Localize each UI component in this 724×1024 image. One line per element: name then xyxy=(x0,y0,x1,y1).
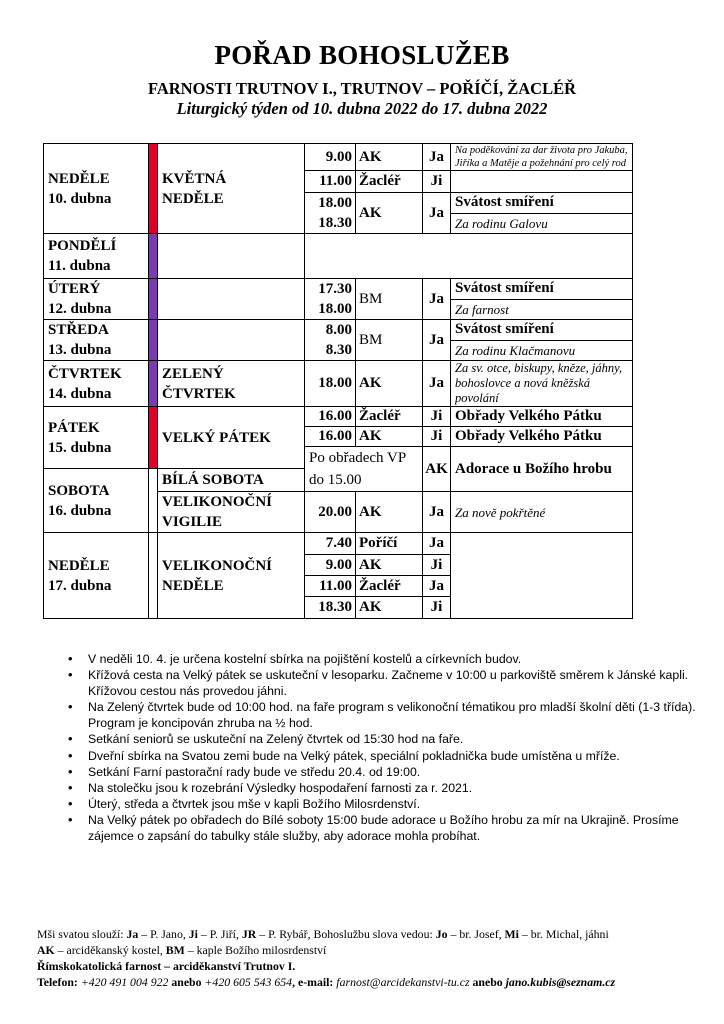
place-cell: AK xyxy=(423,447,451,492)
liturgical-color-bar xyxy=(149,234,158,279)
feast-cell xyxy=(158,361,305,407)
day-cell xyxy=(44,279,149,320)
list-item: • Na stolečku jsou k rozebrání Výsledky hospodaření farnosti za r. 2021. xyxy=(70,780,700,796)
intention-cell: Svátost smíření xyxy=(451,320,633,341)
place-cell: AK xyxy=(356,492,423,533)
day-name: ČTVRTEK xyxy=(48,365,122,382)
mass-intention-note: Za farnost xyxy=(451,299,633,320)
day-date: 14. dubna xyxy=(48,385,112,402)
footer-text: – kaple Božího milosrdenství xyxy=(184,943,327,957)
time-value: 18.30 xyxy=(318,215,352,231)
priest-cell: Ja xyxy=(423,576,451,597)
time-cell: 20.00 xyxy=(305,492,356,533)
day-name: SOBOTA xyxy=(48,482,110,499)
time-cell: 11.00 xyxy=(305,171,356,193)
place-cell: BM xyxy=(356,279,423,320)
list-item: • Dveřní sbírka na Svatou zemi bude na Velký pátek, speciální pokladnička bude umístěna u mříže. xyxy=(70,748,700,764)
mass-intention-note: Za nově pokřtěné xyxy=(451,492,633,533)
list-item: • V neděli 10. 4. je určena kostelní sbírka na pojištění kostelů a církevních budov. xyxy=(70,651,700,667)
feast-cell xyxy=(158,492,305,533)
footer-text: Mši svatou slouží: xyxy=(37,927,127,941)
day-name: PÁTEK xyxy=(48,419,100,436)
footer xyxy=(37,926,615,990)
time-value: 18.00 xyxy=(318,195,352,211)
place-cell: BM xyxy=(356,320,423,361)
day-date: 10. dubna xyxy=(48,190,112,207)
parish-subtitle: FARNOSTI TRUTNOV I., TRUTNOV – POŘÍČÍ, ŽACLÉŘ xyxy=(147,79,576,98)
footer-parish-name xyxy=(37,958,615,974)
footer-text: Římskokatolická farnost – arciděkanství Trutnov I. xyxy=(37,959,296,973)
footer-legend-places xyxy=(37,942,615,958)
feast-cell xyxy=(158,144,305,234)
table-row xyxy=(44,361,633,407)
time-cell xyxy=(305,320,356,361)
time-cell: 16.00 xyxy=(305,427,356,447)
day-date: 13. dubna xyxy=(48,342,112,358)
place-cell: AK xyxy=(356,597,423,619)
page-title: POŘAD BOHOSLUŽEB xyxy=(214,40,510,70)
intention-cell: Svátost smíření xyxy=(451,193,633,214)
place-cell: Žacléř xyxy=(356,407,423,427)
liturgical-color-bar xyxy=(149,533,158,619)
day-cell xyxy=(44,234,149,279)
mass-intention-note: Za rodinu Galovu xyxy=(451,213,633,234)
intention-cell: Adorace u Božího hrobu xyxy=(451,447,633,492)
place-cell: AK xyxy=(356,144,423,171)
feast-label: NEDĚLE xyxy=(162,190,224,207)
time-value: 8.30 xyxy=(325,342,352,358)
feast-cell xyxy=(158,407,305,469)
footer-text: Telefon: xyxy=(37,975,81,989)
list-item: • Na Zelený čtvrtek bude od 10:00 hod. na faře program s velikonoční tématikou pro mladší školní děti (1-3 třída). Program je koncipován zhruba na ½ hod. xyxy=(70,699,700,731)
place-cell: AK xyxy=(356,555,423,576)
intention-cell: Svátost smíření xyxy=(451,279,633,300)
feast-label: VELIKONOČNÍ xyxy=(162,494,273,510)
day-date: 11. dubna xyxy=(48,258,111,274)
footer-abbr: Mi xyxy=(504,927,519,941)
time-cell xyxy=(305,193,356,234)
mass-intention-note: Za rodinu Klačmanovu xyxy=(451,340,633,361)
day-cell xyxy=(44,361,149,407)
day-cell xyxy=(44,320,149,361)
footer-abbr: JR xyxy=(241,927,257,941)
list-item: • Setkání Farní pastorační rady bude ve středu 20.4. od 19:00. xyxy=(70,764,700,780)
email-address: farnost@arcidekanstvi-tu.cz xyxy=(336,975,470,989)
feast-cell: BÍLÁ SOBOTA xyxy=(158,469,305,492)
feast-label: VIGILIE xyxy=(162,514,223,530)
feast-label: VELIKONOČNÍ xyxy=(162,557,273,574)
time-cell: 18.00 xyxy=(305,361,356,407)
adoration-time-cell xyxy=(305,447,423,492)
liturgical-color-bar xyxy=(149,407,158,469)
day-cell xyxy=(44,144,149,234)
day-date: 17. dubna xyxy=(48,577,112,594)
list-item: • Úterý, středa a čtvrtek jsou mše v kapli Božího Milosrdenství. xyxy=(70,796,700,812)
time-cell: 16.00 xyxy=(305,407,356,427)
table-row xyxy=(44,144,633,171)
feast-label: VELKÝ PÁTEK xyxy=(162,429,271,446)
liturgical-color-bar xyxy=(149,279,158,320)
footer-text: – br. Josef, xyxy=(447,927,505,941)
time-cell xyxy=(305,279,356,320)
priest-cell: Ji xyxy=(423,407,451,427)
footer-abbr: BM xyxy=(165,943,185,957)
list-item: • Setkání seniorů se uskuteční na Zelený čtvrtek od 15:30 hod na faře. xyxy=(70,731,700,747)
place-cell: Žacléř xyxy=(356,171,423,193)
time-cell: 9.00 xyxy=(305,555,356,576)
priest-cell: Ja xyxy=(423,144,451,171)
footer-text: anebo xyxy=(469,975,506,989)
day-cell xyxy=(44,469,149,533)
empty-cell xyxy=(158,320,305,361)
liturgical-color-bar xyxy=(149,144,158,234)
mass-intention-note: Za sv. otce, biskupy, kněze, jáhny, bohoslovce a nová kněžská povolání xyxy=(451,361,633,407)
footer-abbr: Jo xyxy=(435,927,448,941)
priest-cell: Ja xyxy=(423,279,451,320)
priest-cell: Ji xyxy=(423,427,451,447)
table-row xyxy=(44,234,633,279)
place-cell: AK xyxy=(356,193,423,234)
table-row xyxy=(44,320,633,341)
email-address: jano.kubis@seznam.cz xyxy=(505,975,616,989)
priest-cell: Ji xyxy=(423,171,451,193)
footer-legend-priests xyxy=(37,926,615,942)
feast-label: NEDĚLE xyxy=(162,577,224,594)
footer-text: – P. Jano, xyxy=(138,927,189,941)
footer-abbr: Ja xyxy=(126,927,139,941)
priest-cell: Ja xyxy=(423,193,451,234)
phone-number: +420 605 543 654 xyxy=(204,975,293,989)
intention-cell: Obřady Velkého Pátku xyxy=(451,427,633,447)
footer-text: anebo xyxy=(168,975,205,989)
time-value: 17.30 xyxy=(318,281,352,297)
empty-cell xyxy=(158,279,305,320)
footer-text: – P. Rybář, Bohoslužbu slova vedou: xyxy=(256,927,436,941)
day-cell xyxy=(44,407,149,469)
place-cell: AK xyxy=(356,427,423,447)
priest-cell: Ja xyxy=(423,492,451,533)
day-name: NEDĚLE xyxy=(48,557,110,574)
day-cell xyxy=(44,533,149,619)
list-item: • Na Velký pátek po obřadech do Bílé soboty 15:00 bude adorace u Božího hrobu za mír na Ukrajině. Prosíme zájemce o zapsání do tabulky stále služby, aby adorace mohla probíhat. xyxy=(70,812,700,844)
place-cell: Poříčí xyxy=(356,533,423,555)
footer-text: – P. Jiří, xyxy=(197,927,242,941)
announcements-list xyxy=(70,651,700,844)
place-cell: Žacléř xyxy=(356,576,423,597)
time-value: do 15.00 xyxy=(309,472,362,488)
time-value: Po obřadech VP xyxy=(309,450,407,466)
footer-text: – arciděkanský kostel, xyxy=(54,943,166,957)
day-name: PONDĚLÍ xyxy=(48,238,117,254)
footer-abbr: Ji xyxy=(188,927,198,941)
time-cell: 7.40 xyxy=(305,533,356,555)
place-cell: AK xyxy=(356,361,423,407)
empty-cell xyxy=(158,234,305,279)
priest-cell: Ja xyxy=(423,533,451,555)
time-cell: 18.30 xyxy=(305,597,356,619)
table-row xyxy=(44,279,633,300)
schedule-table xyxy=(43,143,633,619)
table-row xyxy=(44,533,633,555)
table-row xyxy=(44,407,633,427)
time-value: 8.00 xyxy=(325,322,352,338)
time-value: 18.00 xyxy=(318,301,352,317)
liturgical-color-bar xyxy=(149,361,158,407)
priest-cell: Ja xyxy=(423,320,451,361)
feast-label: KVĚTNÁ xyxy=(162,170,227,187)
intention-cell: Obřady Velkého Pátku xyxy=(451,407,633,427)
feast-cell xyxy=(158,533,305,619)
liturgical-color-bar xyxy=(149,469,158,533)
day-name: ÚTERÝ xyxy=(48,281,101,297)
footer-abbr: AK xyxy=(37,943,55,957)
priest-cell: Ja xyxy=(423,361,451,407)
week-range: Liturgický týden od 10. dubna 2022 do 17. dubna 2022 xyxy=(176,99,548,118)
priest-cell: Ji xyxy=(423,597,451,619)
empty-cell xyxy=(451,171,633,193)
day-name: NEDĚLE xyxy=(48,170,110,187)
day-date: 12. dubna xyxy=(48,301,112,317)
list-item: • Křížová cesta na Velký pátek se uskuteční v lesoparku. Začneme v 10:00 u parkoviště směrem k Jánské kapli. Křížovou cestou nás provedou jáhni. xyxy=(70,667,700,699)
empty-cell xyxy=(451,533,633,619)
empty-cell xyxy=(305,234,633,279)
phone-number: +420 491 004 922 xyxy=(80,975,169,989)
footer-contacts xyxy=(37,974,615,990)
day-date: 16. dubna xyxy=(48,502,112,519)
feast-label: ČTVRTEK xyxy=(162,385,236,402)
footer-text: , e-mail: xyxy=(292,975,337,989)
day-name: STŘEDA xyxy=(48,322,109,338)
footer-text: – br. Michal, jáhni xyxy=(518,927,609,941)
priest-cell: Ji xyxy=(423,555,451,576)
time-cell: 11.00 xyxy=(305,576,356,597)
mass-intention-note: Na poděkování za dar života pro Jakuba, Jiříka a Matěje a požehnání pro celý rod xyxy=(451,144,633,171)
time-cell: 9.00 xyxy=(305,144,356,171)
feast-label: ZELENÝ xyxy=(162,365,224,382)
liturgical-color-bar xyxy=(149,320,158,361)
day-date: 15. dubna xyxy=(48,439,112,456)
